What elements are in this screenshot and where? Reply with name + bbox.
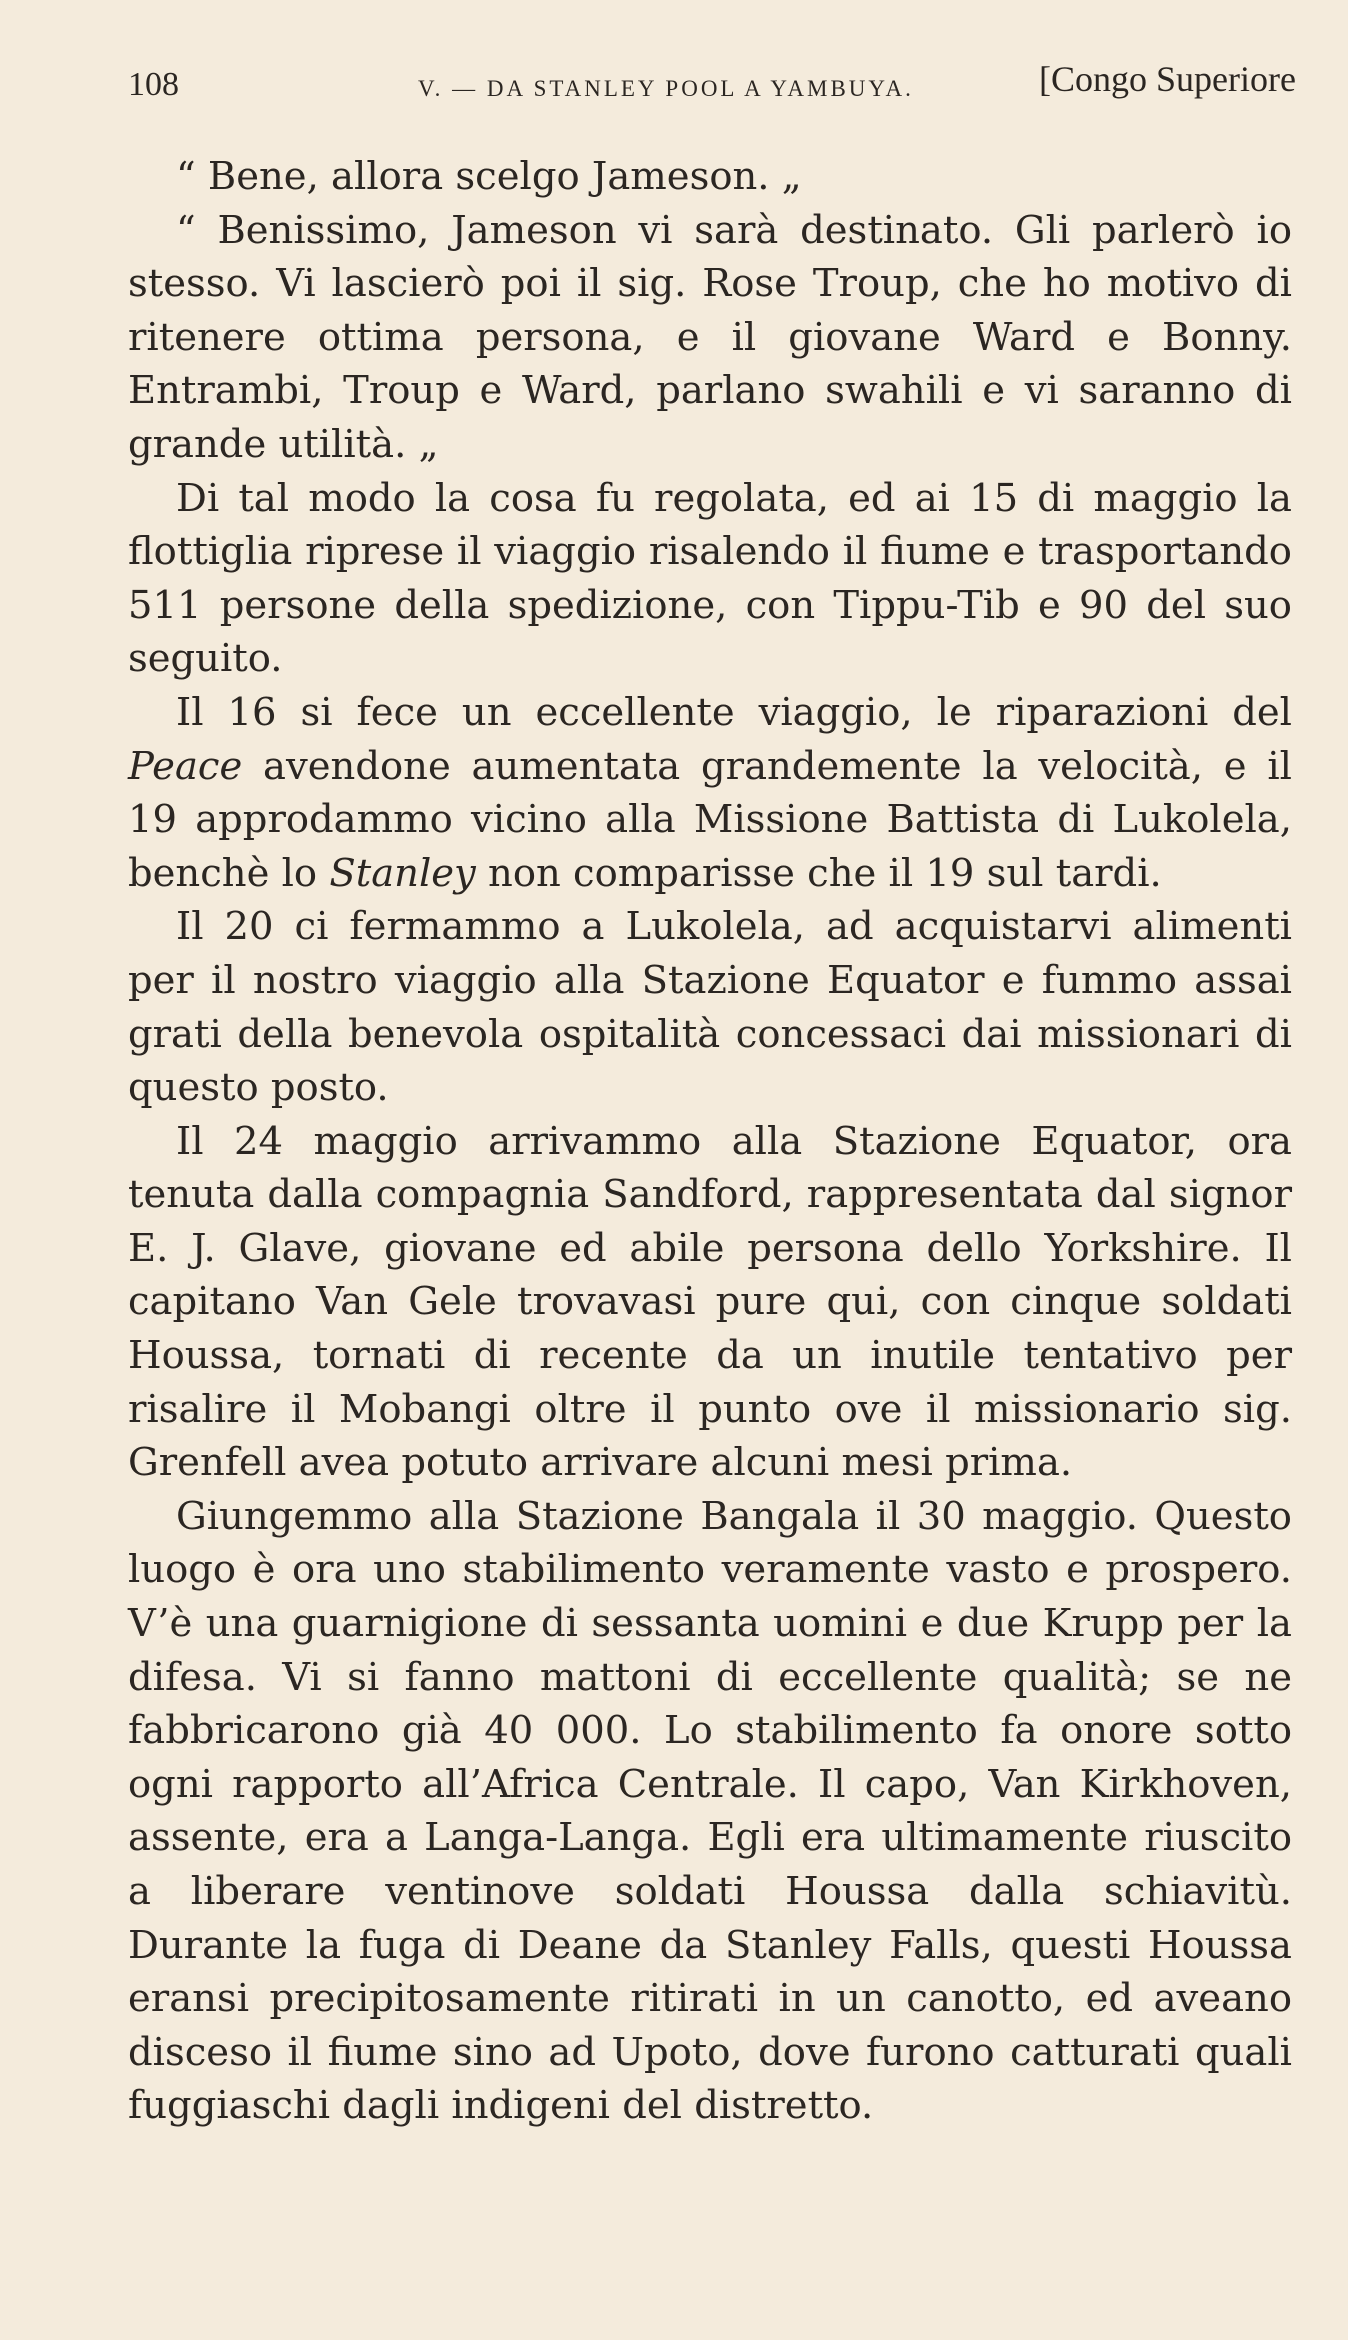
paragraph: “ Benissimo, Jameson vi sarà destinato. Gli parlerò io stesso. Vi lascierò poi il sig. Rose Troup, che ho motivo di ritenere ottima persona, e il giovane Ward e Bonny. Entrambi, Troup e Ward, parlano swahili e vi saranno di grande utilità. „ — [128, 207, 1292, 467]
ship-name-peace: Peace — [128, 743, 243, 789]
body-text — [128, 150, 1292, 2133]
paragraph: Il 24 maggio arrivammo alla Stazione Equator, ora tenuta dalla compagnia Sandford, rappresentata dal signor E. J. Glave, giovane ed abile persona dello Yorkshire. Il capitano Van Gele trovavasi pure qui, con cinque soldati Houssa, tornati di recente da un inutile tentativo per risalire il Mobangi oltre il punto ove il missionario sig. Grenfell avea potuto arrivare alcuni mesi prima. — [128, 1118, 1292, 1486]
paragraph-text: Il 16 si fece un eccellente viaggio, le riparazioni del — [176, 689, 1292, 735]
paragraph: “ Bene, allora scelgo Jameson. „ — [176, 154, 802, 199]
paragraph: Giungemmo alla Stazione Bangala il 30 maggio. Questo luogo è ora uno stabilimento veramente vasto e prospero. V’è una guarnigione di sessanta uomini e due Krupp per la difesa. Vi si fanno mattoni di eccellente qualità; se ne fabbricarono già 40 000. Lo stabilimento fa onore sotto ogni rapporto all’Africa Centrale. Il capo, Van Kirkhoven, assente, era a Langa-Langa. Egli era ultimamente riuscito a liberare ventinove soldati Houssa dalla schiavitù. Durante la fuga di Deane da Stanley Falls, questi Houssa eransi precipitosamente ritirati in un canotto, ed aveano disceso il fiume sino ad Upoto, dove furono catturati quali fuggiaschi dagli indigeni del distretto. — [128, 1493, 1292, 2129]
page-number: 108 — [128, 66, 179, 103]
paragraph — [128, 686, 1292, 900]
paragraph: Il 20 ci fermammo a Lukolela, ad acquistarvi alimenti per il nostro viaggio alla Stazione Equator e fummo assai grati della benevola ospitalità concessaci dai missionari di questo posto. — [128, 904, 1292, 1111]
running-title: V. — DA STANLEY POOL A YAMBUYA. — [418, 76, 914, 101]
paragraph-text: non comparisse che il 19 sul tardi. — [475, 850, 1162, 896]
paragraph-text: avendone aumentata grandemente la velocità, e il 19 approdammo vicino alla Missione Battista di Lukolela, benchè lo — [128, 743, 1292, 896]
ship-name-stanley: Stanley — [329, 850, 476, 896]
section-label: [Congo Superiore — [1039, 59, 1296, 99]
paragraph: Di tal modo la cosa fu regolata, ed ai 15 di maggio la flottiglia riprese il viaggio risalendo il fiume e trasportando 511 persone della spedizione, con Tippu-Tib e 90 del suo seguito. — [128, 475, 1292, 682]
page-header — [128, 58, 1296, 118]
